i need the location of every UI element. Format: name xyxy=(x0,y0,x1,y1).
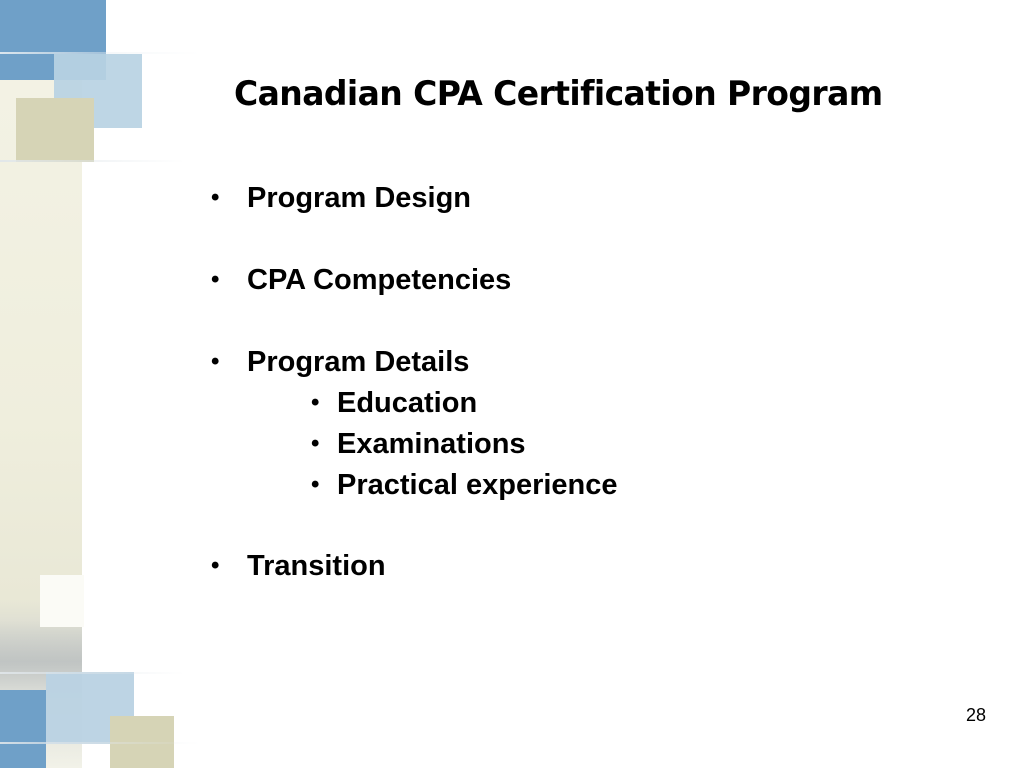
sub-bullet-item-education: Education xyxy=(337,387,478,419)
slide-title: Canadian CPA Certification Program xyxy=(234,74,883,114)
sub-bullet-item-practical-experience: Practical experience xyxy=(337,469,618,501)
deco-line xyxy=(0,52,200,54)
bullet-dot: • xyxy=(211,266,220,293)
deco-square-blue-bottom xyxy=(0,690,46,768)
sub-bullet-dot: • xyxy=(311,389,320,416)
deco-line xyxy=(0,742,200,744)
bullet-item-cpa-competencies: CPA Competencies xyxy=(247,264,512,296)
deco-line xyxy=(0,160,185,162)
bullet-dot: • xyxy=(211,348,220,375)
bullet-item-program-details: Program Details xyxy=(247,346,470,378)
deco-square-beige xyxy=(16,98,94,162)
bullet-item-program-design: Program Design xyxy=(247,182,471,214)
bullet-dot: • xyxy=(211,552,220,579)
deco-line xyxy=(0,672,185,674)
bullet-item-transition: Transition xyxy=(247,550,386,582)
sub-bullet-dot: • xyxy=(311,471,320,498)
sub-bullet-dot: • xyxy=(311,430,320,457)
sub-bullet-item-examinations: Examinations xyxy=(337,428,526,460)
bullet-dot: • xyxy=(211,184,220,211)
decorative-sidebar xyxy=(0,0,200,768)
deco-square-white xyxy=(40,575,84,627)
page-number: 28 xyxy=(965,705,986,725)
